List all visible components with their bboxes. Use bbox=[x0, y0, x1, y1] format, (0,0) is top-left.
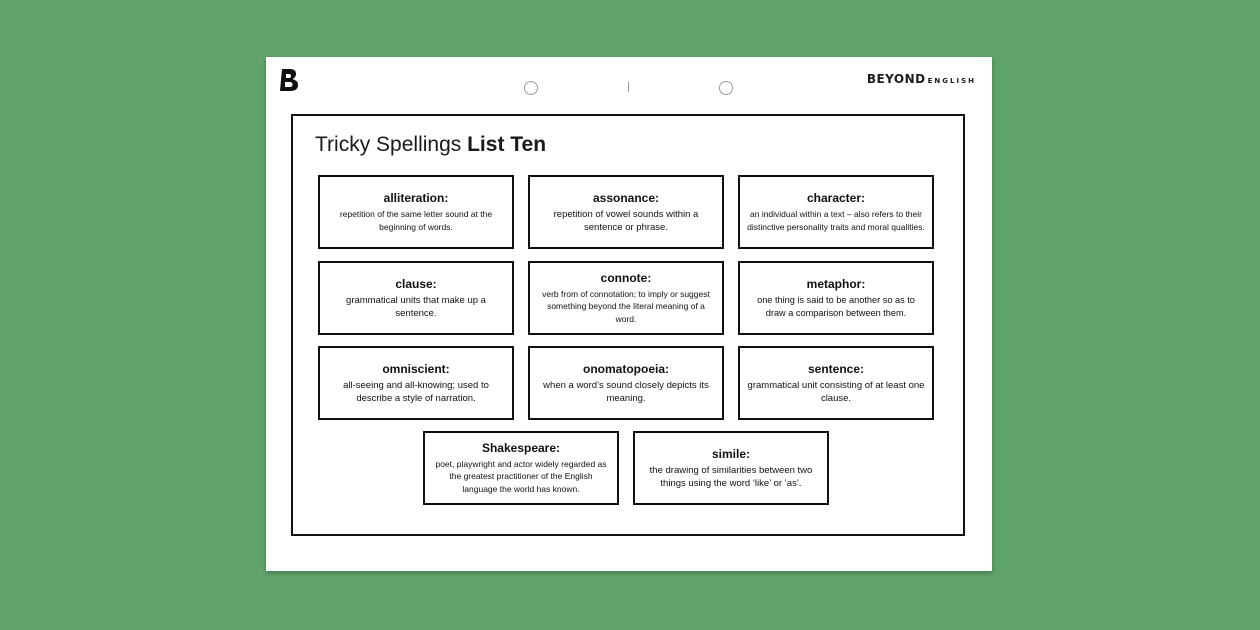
brand-sub: ENGLISH bbox=[927, 77, 976, 85]
term-definition: repetition of vowel sounds within a sentence or phrase. bbox=[553, 208, 699, 233]
term-label: character: bbox=[806, 191, 866, 205]
term-definition: grammatical unit consisting of at least one clause. bbox=[747, 379, 925, 404]
term-card-character bbox=[738, 175, 934, 249]
page-title bbox=[315, 133, 546, 157]
term-definition: verb from of connotation; to imply or suggest something beyond the literal meaning of a word. bbox=[542, 288, 710, 324]
term-card-simile bbox=[633, 431, 829, 505]
term-label: sentence: bbox=[807, 361, 865, 376]
term-label: clause: bbox=[395, 276, 437, 291]
term-card-omniscient bbox=[318, 346, 514, 420]
term-card-clause bbox=[318, 261, 514, 335]
title-regular: Tricky Spellings bbox=[315, 133, 462, 156]
term-definition: the drawing of similarities between two things using the word ‘like’ or ‘as’. bbox=[649, 464, 813, 489]
term-label: simile: bbox=[711, 446, 750, 461]
term-definition: repetition of the same letter sound at the beginning of words. bbox=[339, 209, 493, 232]
center-mark bbox=[628, 82, 629, 92]
term-label: alliteration: bbox=[383, 191, 449, 205]
title-bold: List Ten bbox=[467, 133, 547, 156]
term-definition: one thing is said to be another so as to draw a comparison between them. bbox=[757, 295, 915, 318]
term-card-shakespeare bbox=[423, 431, 619, 505]
brand-name: BEYOND bbox=[866, 72, 926, 86]
term-card-alliteration bbox=[318, 175, 514, 249]
term-card-assonance bbox=[528, 175, 724, 249]
beyond-logo-icon bbox=[279, 68, 299, 92]
worksheet-page bbox=[266, 57, 992, 571]
term-label: assonance: bbox=[592, 190, 660, 205]
content-frame bbox=[291, 114, 965, 536]
term-card-sentence bbox=[738, 346, 934, 420]
punch-hole-right bbox=[719, 81, 733, 95]
term-card-onomatopoeia bbox=[528, 346, 724, 420]
term-label: Shakespeare: bbox=[481, 440, 561, 455]
term-label: connote: bbox=[600, 270, 652, 285]
term-definition: an individual within a text – also refers to their distinctive personality traits and moral qualities. bbox=[747, 209, 925, 232]
term-label: omniscient: bbox=[382, 361, 450, 376]
brand-logo-text bbox=[867, 72, 976, 86]
term-definition: when a word’s sound closely depicts its meaning. bbox=[543, 379, 709, 404]
term-definition: poet, playwright and actor widely regarded as the greatest practitioner of the English language the world has known. bbox=[435, 458, 607, 494]
term-card-connote bbox=[528, 261, 724, 335]
punch-hole-left bbox=[524, 81, 538, 95]
term-definition: grammatical units that make up a sentence. bbox=[346, 294, 486, 319]
term-label: metaphor: bbox=[806, 277, 866, 291]
term-definition: all-seeing and all-knowing; used to describe a style of narration. bbox=[343, 379, 489, 404]
term-card-metaphor bbox=[738, 261, 934, 335]
term-label: onomatopoeia: bbox=[583, 361, 669, 376]
